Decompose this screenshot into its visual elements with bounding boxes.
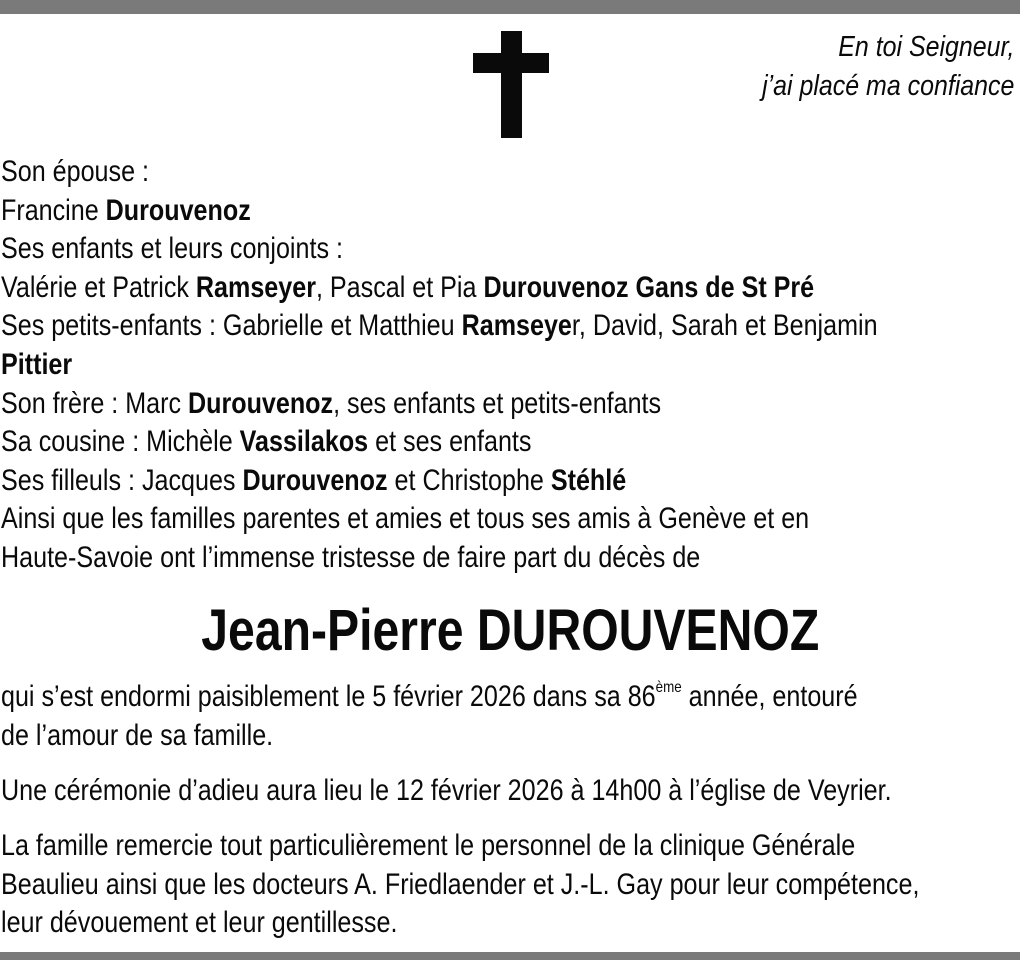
family-list	[1, 153, 1005, 578]
godchildren-label: Ses filleuls : Jacques	[1, 463, 243, 497]
children-first-names: , Pascal et Pia	[315, 270, 484, 304]
announcement-line: Ainsi que les familles parentes et amies et tous ses amis à Genève et en	[1, 502, 810, 536]
children-label: Ses enfants et leurs conjoints :	[1, 232, 343, 266]
cousin-rest: et ses enfants	[368, 425, 532, 459]
announcement-line: Haute-Savoie ont l’immense tristesse de faire part du décès de	[1, 540, 701, 574]
thanks-line: La famille remercie tout particulièrement le personnel de la clinique Générale	[1, 829, 856, 862]
bottom-rule	[0, 952, 1020, 960]
godchildren-line	[1, 462, 1005, 501]
cross-icon	[473, 31, 549, 138]
children-line	[1, 269, 1005, 308]
grandchildren-line	[1, 307, 1005, 346]
thanks-paragraph	[1, 827, 1005, 943]
brother-rest: , ses enfants et petits-enfants	[333, 386, 662, 420]
ceremony-paragraph: Une cérémonie d’adieu aura lieu le 12 février 2026 à 14h00 à l’église de Veyrier.	[1, 774, 892, 807]
grandchildren-line-cont	[1, 346, 1005, 385]
brother-last-name: Durouvenoz	[187, 386, 334, 420]
children-last-name: Durouvenoz Gans de St Pré	[483, 270, 815, 304]
godchildren-last-name: Stéhlé	[550, 463, 627, 497]
grandchildren-last-name: Ramseye	[461, 309, 572, 343]
thanks-line: leur dévouement et leur gentillesse.	[1, 906, 398, 940]
godchildren-last-name: Durouvenoz	[242, 463, 388, 497]
brother-label: Son frère : Marc	[1, 386, 188, 420]
grandchildren-names: r, David, Sarah et Benjamin	[571, 309, 878, 343]
cousin-label: Sa cousine : Michèle	[1, 425, 240, 459]
death-text: de l’amour de sa famille.	[1, 718, 274, 752]
deceased-name	[0, 598, 1020, 664]
grandchildren-label: Ses petits-enfants : Gabrielle et Matthieu	[1, 309, 462, 343]
children-last-name: Ramseyer	[195, 270, 316, 304]
spouse-line	[1, 192, 1005, 231]
motto	[762, 28, 1014, 106]
motto-line: En toi Seigneur,	[837, 31, 1014, 63]
godchildren-mid: et Christophe	[387, 463, 551, 497]
death-text: année, entouré	[681, 680, 858, 713]
thanks-line: Beaulieu ainsi que les docteurs A. Friedlaender et J.-L. Gay pour leur compétence,	[1, 867, 920, 901]
death-text: qui s’est endormi paisiblement le 5 février 2026 dans sa 86	[1, 680, 656, 713]
cousin-line	[1, 423, 1005, 462]
top-rule	[0, 0, 1020, 14]
cousin-last-name: Vassilakos	[239, 425, 369, 459]
deceased-name-text: Jean-Pierre DUROUVENOZ	[201, 598, 819, 663]
brother-line	[1, 385, 1005, 424]
children-first-names: Valérie et Patrick	[1, 270, 196, 304]
death-paragraph	[1, 678, 1005, 755]
spouse-first-name: Francine	[1, 193, 106, 227]
ordinal-suffix: ème	[655, 679, 682, 696]
motto-line: j’ai placé ma confiance	[761, 70, 1014, 102]
spouse-label: Son épouse :	[1, 155, 149, 188]
spouse-last-name: Durouvenoz	[105, 193, 251, 227]
grandchildren-last-name: Pittier	[1, 347, 73, 381]
